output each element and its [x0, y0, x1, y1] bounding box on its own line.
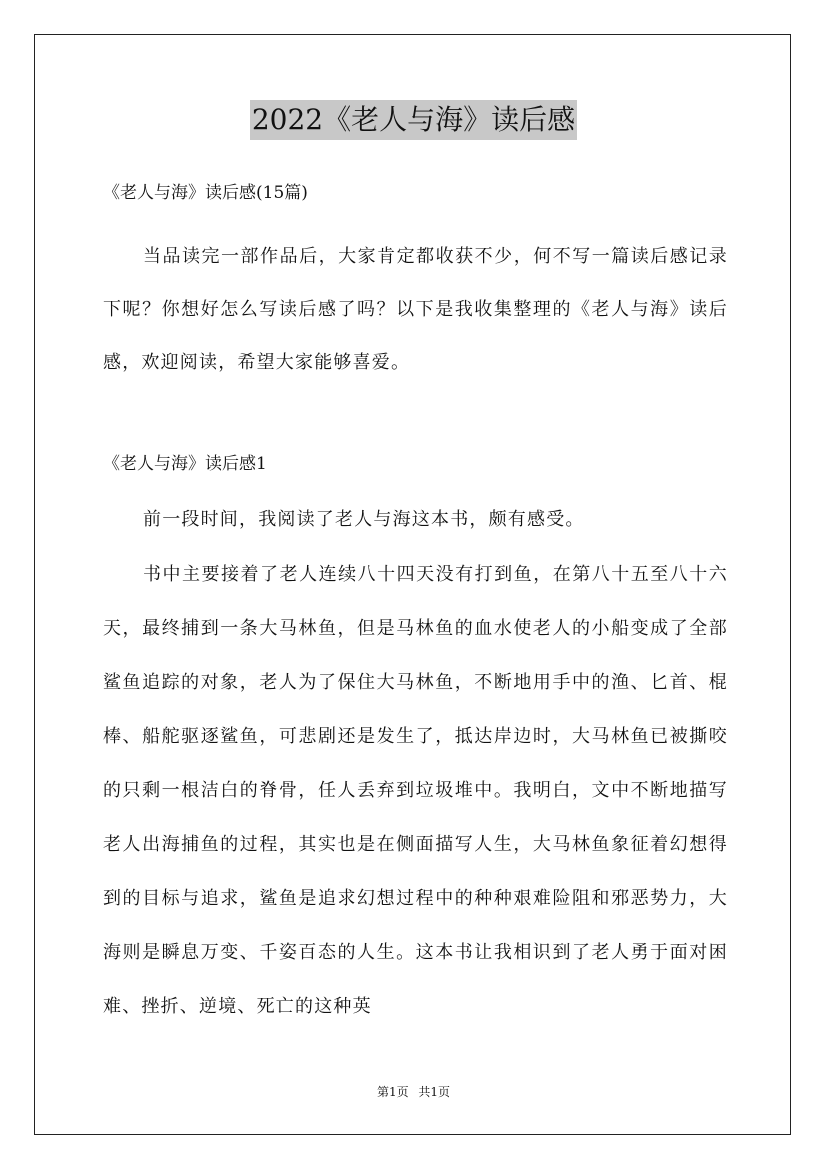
title-container — [0, 100, 827, 140]
document-subtitle: 《老人与海》读后感(15篇) — [103, 183, 308, 203]
section-heading: 《老人与海》读后感1 — [103, 454, 267, 474]
intro-paragraph: 当品读完一部作品后，大家肯定都收获不少，何不写一篇读后感记录下呢？你想好怎么写读后感了吗？以下是我收集整理的《老人与海》读后感，欢迎阅读，希望大家能够喜爱。 — [103, 246, 728, 373]
page-number: 第1页 — [376, 1085, 409, 1099]
page-total: 共1页 — [418, 1085, 451, 1099]
body-paragraph-1: 前一段时间，我阅读了老人与海这本书，颇有感受。 — [143, 509, 585, 530]
body-paragraph-2: 书中主要接着了老人连续八十四天没有打到鱼，在第八十五至八十六天，最终捕到一条大马林鱼，但是马林鱼的血水使老人的小船变成了全部鲨鱼追踪的对象，老人为了保住大马林鱼，不断地用手中的渔、匕首、棍棒、船舵驱逐鲨鱼，可悲剧还是发生了，抵达岸边时，大马林鱼已被撕咬的只剩一根洁白的脊骨，任人丢弃到垃圾堆中。我明白，文中不断地描写老人出海捕鱼的过程，其实也是在侧面描写人生，大马林鱼象征着幻想得到的目标与追求，鲨鱼是追求幻想过程中的种种艰难险阻和邪恶势力，大海则是瞬息万变、千姿百态的人生。这本书让我相识到了老人勇于面对困难、挫折、逆境、死亡的这种英 — [103, 564, 728, 1017]
page-footer — [0, 1084, 827, 1100]
document-title: 2022《老人与海》读后感 — [250, 100, 577, 140]
